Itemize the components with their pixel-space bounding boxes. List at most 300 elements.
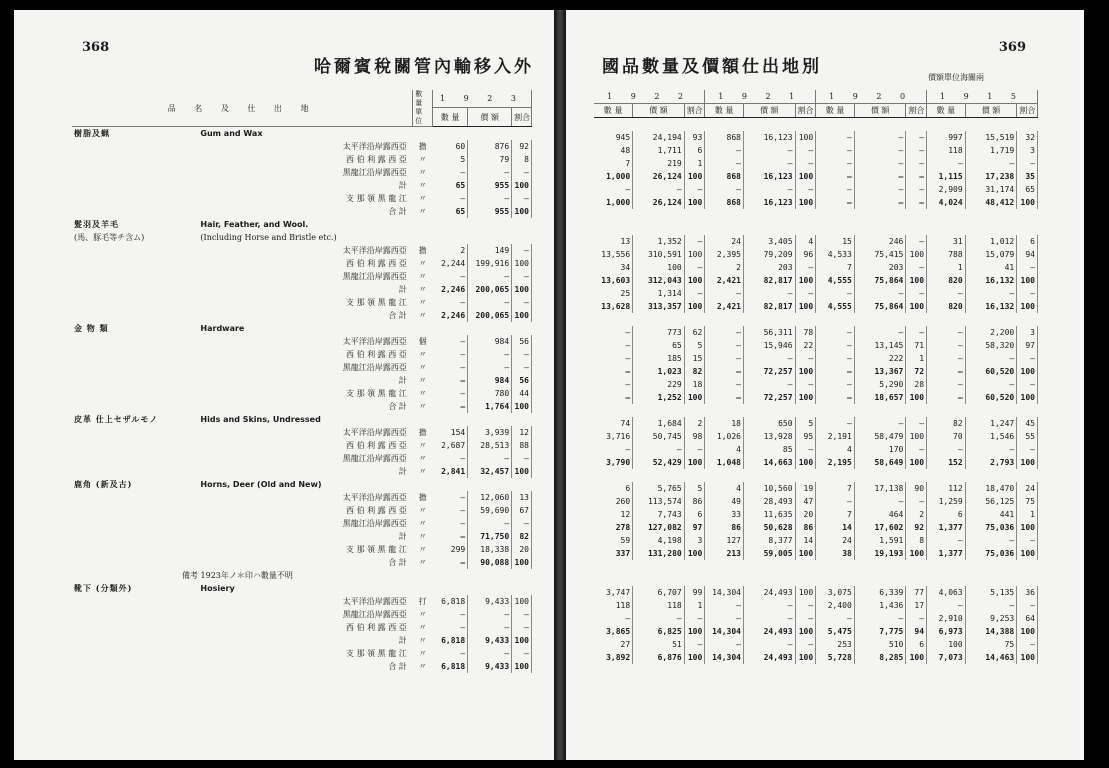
ratio-cell: 100 [684,248,705,261]
qty-cell: — [433,400,468,413]
value-cell: 75,864 [854,274,906,287]
ratio-cell: — [795,599,816,612]
qty-cell: 2,244 [433,257,468,270]
blank-cell [72,348,198,361]
table-row [72,257,532,270]
unit-cell: 〃 [418,363,427,372]
ratio-cell: — [1017,352,1038,365]
origin-name: 西 伯 利 露 西 亞 [346,441,407,450]
origin-name: 計 [398,285,407,294]
table-row [72,530,532,543]
table-row [594,170,1038,183]
value-cell: 72,257 [743,365,795,378]
origin-name: 黑龍江沿岸露西亞 [342,363,407,372]
qty-cell: 1,000 [594,196,633,209]
blank-cell [594,118,1038,132]
col-qty: 數 量 [433,108,468,127]
blank-cell [72,270,198,283]
ratio-cell: — [795,157,816,170]
qty-cell: — [816,495,855,508]
value-cell: — [854,612,906,625]
qty-cell: 3,790 [594,456,633,469]
origin-name: 計 [398,636,407,645]
qty-cell: — [705,612,744,625]
ratio-cell: 82 [684,365,705,378]
value-cell: 5,765 [633,482,685,495]
qty-cell: — [594,443,633,456]
ratio-cell: 100 [684,651,705,664]
value-cell: 75,864 [854,300,906,313]
value-cell: 1,764 [468,400,512,413]
origin-name: 黑龍江沿岸露西亞 [342,168,407,177]
unit-cell: 擔 [418,428,427,437]
origin-name: 西 伯 利 露 西 亞 [346,155,407,164]
ratio-cell: 100 [684,547,705,560]
value-cell: 441 [965,508,1017,521]
qty-cell: 868 [705,131,744,144]
ratio-cell: 100 [906,456,927,469]
value-cell: 24,493 [743,586,795,599]
ratio-cell: 12 [512,426,532,439]
col-value: 價 額 [633,104,685,118]
ratio-cell: — [684,261,705,274]
value-cell: 127,082 [633,521,685,534]
qty-cell: 4,555 [816,300,855,313]
table-row [594,248,1038,261]
qty-cell: 154 [433,426,468,439]
qty-cell: 65 [433,179,468,192]
item-name-ja: 髮羽及羊毛 [74,219,119,229]
ratio-cell: — [906,131,927,144]
table-row [72,634,532,647]
table-row [72,218,532,231]
value-cell: 510 [854,638,906,651]
qty-cell: 6 [594,482,633,495]
blank-cell [72,465,198,478]
table-row [72,231,532,244]
value-cell: — [468,517,512,530]
ratio-cell: 100 [1017,300,1038,313]
origin-name: 太平洋沿岸露西亞 [342,493,407,502]
value-cell: 75,415 [854,248,906,261]
value-cell: 17,138 [854,482,906,495]
ratio-cell: — [512,244,532,257]
value-cell: 16,123 [743,131,795,144]
ratio-cell: 100 [906,300,927,313]
value-cell: 16,123 [743,170,795,183]
qty-cell: 24 [705,235,744,248]
table-row [72,153,532,166]
ratio-cell: 96 [795,248,816,261]
qty-cell: 868 [705,170,744,183]
ratio-cell: — [684,612,705,625]
blank-cell [72,452,198,465]
ratio-cell: — [906,196,927,209]
value-cell: 1,252 [633,391,685,404]
qty-cell: 5,475 [816,625,855,638]
qty-cell: 13,603 [594,274,633,287]
ratio-cell: 92 [512,140,532,153]
ratio-cell: — [684,183,705,196]
qty-cell: — [594,391,633,404]
unit-cell: 〃 [418,610,427,619]
ratio-cell: — [795,352,816,365]
qty-cell: 2,400 [816,599,855,612]
col-qty: 數 量 [705,104,744,118]
qty-cell: 2,191 [816,430,855,443]
unit-cell: 〃 [418,155,427,164]
ratio-cell: 100 [512,309,532,322]
qty-cell: 31 [927,235,966,248]
value-cell: 1,247 [965,417,1017,430]
value-cell: 310,591 [633,248,685,261]
table-row [594,599,1038,612]
ratio-cell: 5 [684,339,705,352]
ratio-cell: — [795,144,816,157]
ratio-cell: 86 [795,521,816,534]
item-name-en: Hardware [200,324,245,333]
book-gutter [554,10,566,760]
value-cell: 19,193 [854,547,906,560]
ratio-cell: — [906,261,927,274]
qty-cell: — [816,417,855,430]
ratio-cell: — [906,170,927,183]
origin-name: 黑龍江沿岸露西亞 [342,454,407,463]
blank-cell [72,595,198,608]
unit-cell: 〃 [418,259,427,268]
header-item-name: 品 名 及 仕 出 地 [72,90,413,127]
qty-cell: 2,909 [927,183,966,196]
value-cell: 100 [633,261,685,274]
unit-cell: 〃 [418,558,427,567]
qty-cell: 945 [594,131,633,144]
value-cell: 58,649 [854,456,906,469]
qty-cell: — [927,339,966,352]
table-row [594,287,1038,300]
ratio-cell: 28 [906,378,927,391]
value-cell: 773 [633,326,685,339]
value-cell: — [743,157,795,170]
value-cell: 6,707 [633,586,685,599]
table-row [72,413,532,426]
blank-cell [72,309,198,322]
value-cell: 9,433 [468,595,512,608]
ratio-cell: 45 [1017,417,1038,430]
value-cell: 9,253 [965,612,1017,625]
qty-cell: 15 [816,235,855,248]
qty-cell: 4 [705,482,744,495]
value-cell: 9,433 [468,660,512,673]
qty-cell: — [927,534,966,547]
table-row [72,660,532,673]
value-cell: — [965,157,1017,170]
qty-cell: 213 [705,547,744,560]
origin-name: 支 那 領 黑 龍 江 [346,545,407,554]
value-cell: — [743,144,795,157]
ratio-cell: — [795,443,816,456]
ratio-cell: 2 [906,508,927,521]
qty-cell: 3,865 [594,625,633,638]
value-cell: — [633,612,685,625]
value-cell: — [854,144,906,157]
value-cell: 58,320 [965,339,1017,352]
qty-cell: — [927,157,966,170]
ratio-cell: 8 [906,534,927,547]
value-cell: 955 [468,205,512,218]
blank-cell [72,283,198,296]
ratio-cell: — [906,443,927,456]
origin-name: 太平洋沿岸露西亞 [342,246,407,255]
qty-cell: 65 [433,205,468,218]
ratio-cell: — [906,183,927,196]
table-row [594,235,1038,248]
qty-cell: 2,841 [433,465,468,478]
page-number-left: 368 [82,40,110,55]
left-table [72,90,532,673]
table-row [72,322,532,335]
qty-cell: — [594,612,633,625]
value-cell: — [965,534,1017,547]
table-row [594,469,1038,482]
value-cell: — [854,131,906,144]
qty-cell: — [594,365,633,378]
blank-cell [594,313,1038,326]
qty-cell: — [594,339,633,352]
value-cell: 41 [965,261,1017,274]
qty-cell: — [816,157,855,170]
table-row [594,612,1038,625]
value-cell: — [854,157,906,170]
ratio-cell: 93 [684,131,705,144]
value-cell: 1,314 [633,287,685,300]
ratio-cell: — [1017,534,1038,547]
table-row [72,452,532,465]
value-cell: 85 [743,443,795,456]
qty-cell: 86 [705,521,744,534]
col-qty: 數 量 [816,104,855,118]
qty-cell: 1,026 [705,430,744,443]
col-value: 價 額 [468,108,512,127]
value-cell: 464 [854,508,906,521]
value-cell: — [854,183,906,196]
ratio-cell: 100 [795,391,816,404]
unit-cell: 〃 [418,207,427,216]
table-row [72,569,532,582]
value-cell: 199,916 [468,257,512,270]
ratio-cell: 18 [684,378,705,391]
qty-cell: — [927,287,966,300]
ratio-cell: 6 [684,144,705,157]
ratio-cell: 1 [684,157,705,170]
ratio-cell: 1 [1017,508,1038,521]
qty-cell: — [705,352,744,365]
ratio-cell: — [512,166,532,179]
value-cell: — [468,647,512,660]
qty-cell: — [433,335,468,348]
table-row [594,573,1038,586]
value-cell: — [468,192,512,205]
ratio-cell: 100 [906,430,927,443]
value-cell: 5,290 [854,378,906,391]
item-name-en: Gum and Wax [200,129,263,138]
qty-cell: — [816,196,855,209]
ratio-cell: 100 [512,595,532,608]
ratio-cell: 19 [795,482,816,495]
table-row [594,222,1038,235]
blank-cell [72,439,198,452]
qty-cell: 13,556 [594,248,633,261]
value-cell: 312,043 [633,274,685,287]
table-row [594,586,1038,599]
qty-cell: 1 [927,261,966,274]
qty-cell: — [816,391,855,404]
blank-cell [594,573,1038,586]
unit-cell: 個 [418,337,427,346]
year-header: 1 9 2 1 [705,90,816,104]
ratio-cell: 100 [795,131,816,144]
ratio-cell: 100 [795,274,816,287]
table-row [594,183,1038,196]
value-cell: 1,436 [854,599,906,612]
qty-cell: — [705,144,744,157]
table-row [594,482,1038,495]
ratio-cell: — [795,378,816,391]
unit-cell: 擔 [418,246,427,255]
qty-cell: 12 [594,508,633,521]
value-cell: 50,745 [633,430,685,443]
ratio-cell: — [1017,261,1038,274]
value-cell: 60,520 [965,365,1017,378]
qty-cell: 2,910 [927,612,966,625]
ratio-cell: — [906,157,927,170]
unit-cell: 〃 [418,649,427,658]
value-cell: 1,591 [854,534,906,547]
qty-cell: 127 [705,534,744,547]
blank-cell [72,634,198,647]
table-row [72,504,532,517]
value-cell: — [854,417,906,430]
table-row [72,647,532,660]
value-cell: 71,750 [468,530,512,543]
ratio-cell: — [906,287,927,300]
ratio-cell: 56 [512,374,532,387]
blank-cell [72,647,198,660]
table-row [594,157,1038,170]
qty-cell: 2,246 [433,309,468,322]
ratio-cell: — [512,361,532,374]
left-page [14,10,554,760]
qty-cell: — [433,647,468,660]
ratio-cell: 6 [684,508,705,521]
ratio-cell: 8 [512,153,532,166]
qty-cell: — [705,599,744,612]
value-cell: 14,388 [965,625,1017,638]
ratio-cell: 95 [795,430,816,443]
qty-cell: 24 [816,534,855,547]
ratio-cell: — [684,638,705,651]
table-row [594,430,1038,443]
value-cell: 9,433 [468,634,512,647]
qty-cell: 820 [927,300,966,313]
value-cell: 75 [965,638,1017,651]
remark-note: 備考 1923年ノ＊印ハ數量不明 [182,571,293,580]
ratio-cell: 100 [512,556,532,569]
value-cell: 13,928 [743,430,795,443]
qty-cell: — [433,517,468,530]
value-cell: 10,560 [743,482,795,495]
blank-cell [72,179,198,192]
ratio-cell: — [512,647,532,660]
ratio-cell: 100 [1017,274,1038,287]
col-ratio: 割合 [684,104,705,118]
col-ratio: 割合 [906,104,927,118]
table-row [594,534,1038,547]
origin-name: 合 計 [388,207,407,216]
unit-cell: 〃 [418,350,427,359]
unit-cell: 〃 [418,636,427,645]
table-row [72,621,532,634]
col-qty: 數 量 [594,104,633,118]
col-value: 價 額 [743,104,795,118]
ratio-cell: 100 [906,274,927,287]
table-row [72,127,532,141]
qty-cell: 5 [433,153,468,166]
value-cell: — [965,378,1017,391]
unit-cell: 〃 [418,298,427,307]
ratio-cell: 100 [906,391,927,404]
qty-cell: 14,304 [705,625,744,638]
value-cell: 5,135 [965,586,1017,599]
value-cell: 4,198 [633,534,685,547]
table-row [594,365,1038,378]
table-row [594,339,1038,352]
ratio-cell: 5 [684,482,705,495]
value-cell: 16,132 [965,274,1017,287]
qty-cell: 6,818 [433,660,468,673]
value-cell: — [743,378,795,391]
qty-cell: — [816,365,855,378]
qty-cell: 2,421 [705,274,744,287]
table-row [72,517,532,530]
origin-name: 太平洋沿岸露西亞 [342,337,407,346]
table-row [72,361,532,374]
ratio-cell: 100 [512,465,532,478]
table-row [594,443,1038,456]
qty-cell: 3,747 [594,586,633,599]
ratio-cell: 100 [1017,547,1038,560]
unit-cell: 〃 [418,545,427,554]
ratio-cell: 6 [906,638,927,651]
ratio-cell: — [906,495,927,508]
ratio-cell: 98 [684,430,705,443]
value-cell: — [468,452,512,465]
blank-cell [72,257,198,270]
value-cell: 229 [633,378,685,391]
blank-cell [72,244,198,257]
qty-cell: — [705,378,744,391]
ratio-cell: 62 [684,326,705,339]
value-cell: — [854,170,906,183]
value-cell: 313,357 [633,300,685,313]
ratio-cell: 100 [795,586,816,599]
qty-cell: 49 [705,495,744,508]
value-cell: 2,793 [965,456,1017,469]
qty-cell: 788 [927,248,966,261]
value-cell: 984 [468,374,512,387]
value-cell: 246 [854,235,906,248]
table-row [594,144,1038,157]
ratio-cell: — [906,144,927,157]
